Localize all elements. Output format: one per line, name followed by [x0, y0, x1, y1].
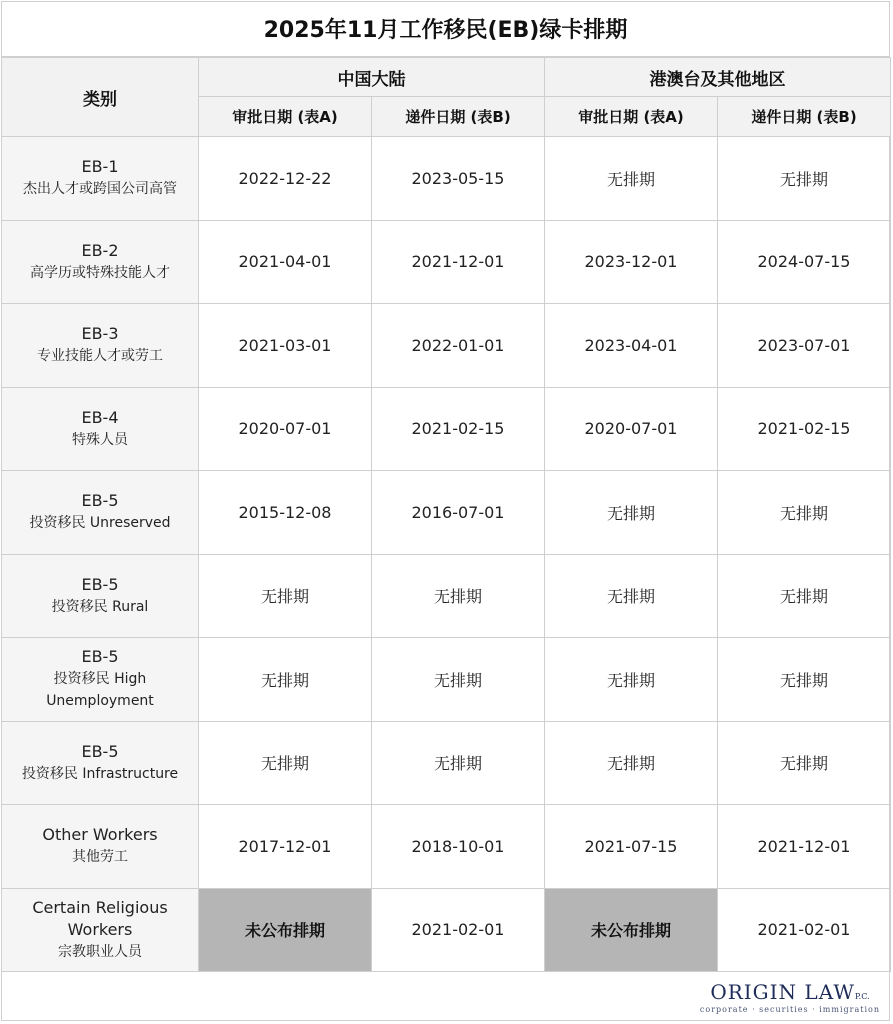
footer [1, 972, 890, 1021]
logo-wordmark [700, 980, 880, 1004]
other-filing-date-cell: 无排期 [718, 137, 891, 221]
table-row [2, 721, 891, 805]
category-cell [2, 721, 199, 805]
china-final-action-date-cell: 2015-12-08 [199, 471, 372, 555]
china-filing-date-cell: 2021-02-15 [372, 387, 545, 471]
category-code: EB-5 [81, 491, 119, 511]
category-cell [2, 805, 199, 889]
china-filing-date-cell: 2021-02-01 [372, 888, 545, 972]
china-filing-date-cell: 无排期 [372, 554, 545, 638]
category-cell [2, 554, 199, 638]
category-code: Certain Religious Workers [32, 897, 168, 939]
other-final-action-date-cell: 2023-04-01 [545, 304, 718, 388]
header-group-china: 中国大陆 [199, 58, 545, 97]
other-filing-date-cell: 2021-12-01 [718, 805, 891, 889]
category-description: 专业技能人才或劳工 [37, 348, 163, 365]
page-title: 2025年11月工作移民(EB)绿卡排期 [1, 1, 890, 57]
category-description: 宗教职业人员 [58, 943, 142, 960]
table-row [2, 554, 891, 638]
category-description: 杰出人才或跨国公司高管 [23, 181, 177, 198]
origin-law-logo [700, 980, 880, 1014]
other-final-action-date-cell: 2020-07-01 [545, 387, 718, 471]
category-description: 高学历或特殊技能人才 [30, 264, 170, 281]
category-description: 投资移民 High Unemployment [46, 671, 154, 710]
china-final-action-date-cell: 2021-03-01 [199, 304, 372, 388]
header-china-col-a: 审批日期 (表A) [199, 97, 372, 137]
priority-date-table [1, 57, 891, 972]
china-final-action-date-cell: 2020-07-01 [199, 387, 372, 471]
category-cell [2, 304, 199, 388]
header-other-col-b: 递件日期 (表B) [718, 97, 891, 137]
other-final-action-date-cell: 未公布排期 [545, 888, 718, 972]
category-code: EB-5 [81, 741, 119, 761]
china-filing-date-cell: 无排期 [372, 721, 545, 805]
other-final-action-date-cell: 2023-12-01 [545, 220, 718, 304]
category-code: Other Workers [42, 825, 158, 845]
other-filing-date-cell: 无排期 [718, 471, 891, 555]
category-code: EB-5 [81, 647, 119, 667]
header-category: 类别 [2, 58, 199, 137]
other-filing-date-cell: 无排期 [718, 721, 891, 805]
china-filing-date-cell: 2016-07-01 [372, 471, 545, 555]
table-row [2, 471, 891, 555]
category-description: 投资移民 Infrastructure [21, 765, 179, 782]
logo-tagline: corporate · securities · immigration [699, 1005, 880, 1014]
china-final-action-date-cell: 2017-12-01 [199, 805, 372, 889]
china-final-action-date-cell: 未公布排期 [199, 888, 372, 972]
other-final-action-date-cell: 无排期 [545, 638, 718, 722]
category-cell [2, 638, 199, 722]
category-cell [2, 471, 199, 555]
china-filing-date-cell: 无排期 [372, 638, 545, 722]
other-filing-date-cell: 无排期 [718, 554, 891, 638]
other-filing-date-cell: 2021-02-01 [718, 888, 891, 972]
other-final-action-date-cell: 2021-07-15 [545, 805, 718, 889]
header-group-other: 港澳台及其他地区 [545, 58, 891, 97]
other-filing-date-cell: 2021-02-15 [718, 387, 891, 471]
category-code: EB-5 [81, 574, 119, 594]
china-final-action-date-cell: 无排期 [199, 638, 372, 722]
category-description: 投资移民 Unreserved [29, 515, 171, 532]
logo-suffix: P.C. [854, 992, 870, 1001]
other-final-action-date-cell: 无排期 [545, 137, 718, 221]
category-cell [2, 387, 199, 471]
other-filing-date-cell: 无排期 [718, 638, 891, 722]
table-row [2, 137, 891, 221]
china-final-action-date-cell: 无排期 [199, 721, 372, 805]
other-final-action-date-cell: 无排期 [545, 721, 718, 805]
china-filing-date-cell: 2022-01-01 [372, 304, 545, 388]
category-cell [2, 137, 199, 221]
category-description: 其他劳工 [72, 849, 128, 866]
category-cell [2, 888, 199, 972]
category-description: 特殊人员 [72, 431, 128, 448]
category-description: 投资移民 Rural [51, 598, 149, 615]
other-final-action-date-cell: 无排期 [545, 554, 718, 638]
other-filing-date-cell: 2024-07-15 [718, 220, 891, 304]
china-filing-date-cell: 2023-05-15 [372, 137, 545, 221]
logo-name: ORIGIN LAW [710, 980, 855, 1004]
table-row [2, 888, 891, 972]
category-code: EB-4 [81, 407, 119, 427]
category-code: EB-3 [81, 324, 119, 344]
table-body [2, 137, 891, 972]
category-cell [2, 220, 199, 304]
header-china-col-b: 递件日期 (表B) [372, 97, 545, 137]
table-row [2, 805, 891, 889]
header-other-col-a: 审批日期 (表A) [545, 97, 718, 137]
category-code: EB-2 [81, 240, 119, 260]
china-filing-date-cell: 2021-12-01 [372, 220, 545, 304]
table-row [2, 638, 891, 722]
table-row [2, 220, 891, 304]
table-row [2, 387, 891, 471]
china-final-action-date-cell: 2022-12-22 [199, 137, 372, 221]
china-final-action-date-cell: 无排期 [199, 554, 372, 638]
category-code: EB-1 [81, 157, 119, 177]
other-filing-date-cell: 2023-07-01 [718, 304, 891, 388]
china-final-action-date-cell: 2021-04-01 [199, 220, 372, 304]
china-filing-date-cell: 2018-10-01 [372, 805, 545, 889]
table-row [2, 304, 891, 388]
other-final-action-date-cell: 无排期 [545, 471, 718, 555]
